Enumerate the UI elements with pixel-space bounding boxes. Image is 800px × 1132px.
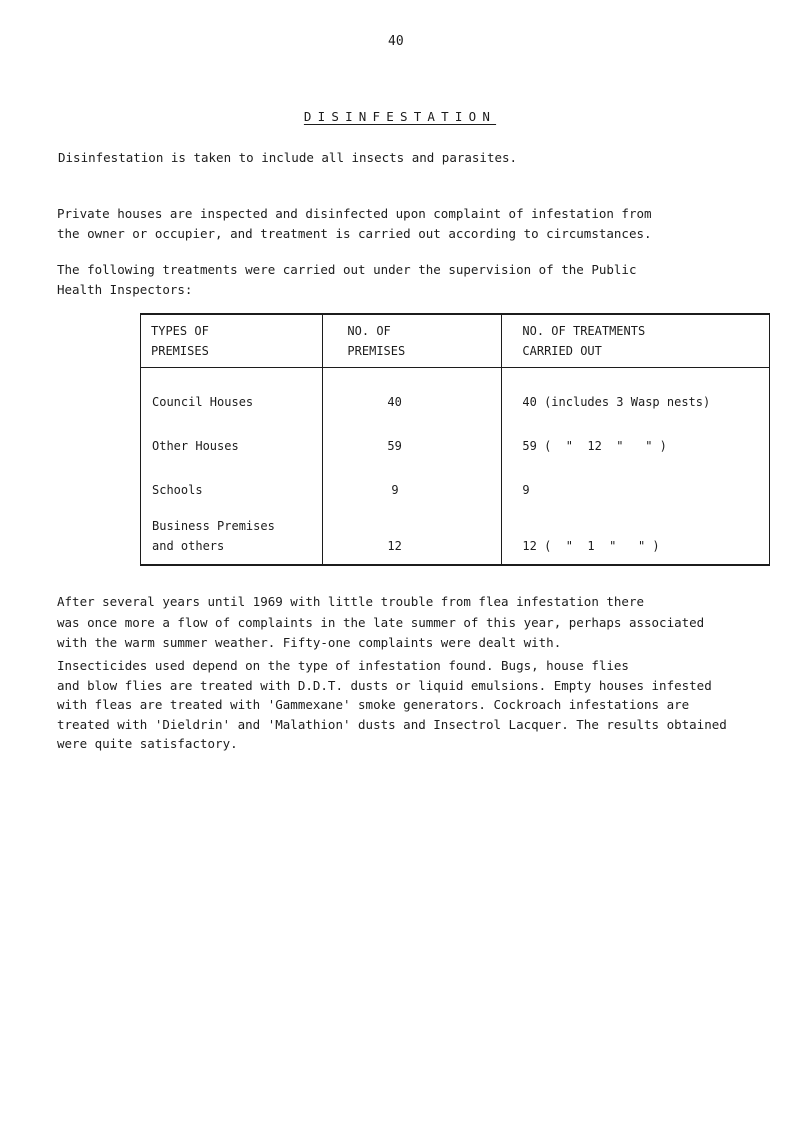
table-header-row <box>141 314 770 367</box>
header-line: NO. OF TREATMENTS <box>522 323 646 338</box>
header-number-of-premises <box>323 314 502 367</box>
table-body-row <box>141 367 770 565</box>
treatments-intro-paragraph: The following treatments were carried out under the supervision of the Public Health Inspectors: <box>57 262 637 297</box>
treatments-table <box>140 313 770 566</box>
types-column <box>141 367 323 565</box>
header-number-of-treatments <box>502 314 770 367</box>
inspection-paragraph: Private houses are inspected and disinfected upon complaint of infestation from the owner or occupier, and treatment is carried out according to circumstances. <box>57 206 652 241</box>
table-cell-treatments: 59 ( " 12 " " ) <box>522 438 667 453</box>
page-number: 40 <box>388 34 404 49</box>
table-cell-type: Other Houses <box>152 438 239 453</box>
flea-complaints-paragraph: After several years until 1969 with little trouble from flea infestation there was once more a flow of complaints in the late summer of this year, perhaps associated with the warm summer weather. Fifty-one complaints were dealt with. <box>57 594 705 650</box>
table-cell-treatments: 40 (includes 3 Wasp nests) <box>522 394 711 409</box>
header-types-of-premises <box>141 314 323 367</box>
table-cell-premises: 40 <box>387 394 402 409</box>
table-cell-type: Schools <box>152 482 203 497</box>
intro-paragraph: Disinfestation is taken to include all insects and parasites. <box>58 150 518 165</box>
header-line: TYPES OF <box>151 323 209 338</box>
table-cell-premises: 9 <box>391 482 399 497</box>
table-cell-premises: 59 <box>387 438 402 453</box>
table-cell-premises: 12 <box>387 538 402 553</box>
header-line: PREMISES <box>151 343 209 358</box>
header-line: PREMISES <box>347 343 406 358</box>
header-line: CARRIED OUT <box>522 343 602 358</box>
insecticides-paragraph: Insecticides used depend on the type of infestation found. Bugs, house flies and blow flies are treated with D.D.T. dusts or liquid emulsions. Empty houses infested with fleas are treated with 'Gammexane' smoke generators. Cockroach infestations are treated with 'Dieldrin' and 'Malathion' dusts and Insectrol Lacquer. The results obtained were quite satisfactory. <box>57 658 727 751</box>
treatments-column <box>502 367 770 565</box>
premises-column <box>323 367 502 565</box>
table-cell-type: and others <box>152 538 225 553</box>
page-title: DISINFESTATION <box>303 109 497 124</box>
table-cell-treatments: 9 <box>522 482 530 497</box>
table-cell-type: Council Houses <box>152 394 254 409</box>
header-line: NO. OF <box>347 323 391 338</box>
table-cell-treatments: 12 ( " 1 " " ) <box>522 538 660 553</box>
table-cell-type: Business Premises <box>152 518 275 533</box>
